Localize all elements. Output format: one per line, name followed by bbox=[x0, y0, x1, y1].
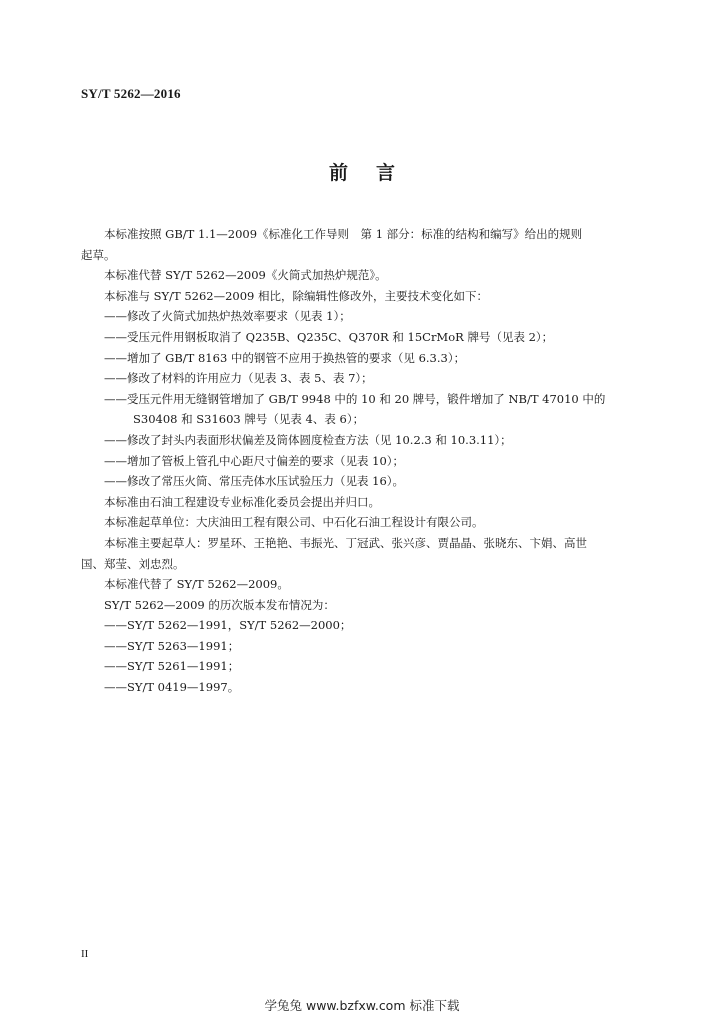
list-item-change-7: ——增加了管板上管孔中心距尺寸偏差的要求（见表 10）； bbox=[104, 453, 405, 468]
paragraph-drafters: 本标准主要起草人：罗星环、王艳艳、韦振光、丁冠武、张兴彦、贾晶晶、张晓东、卞娟、高世 bbox=[104, 535, 587, 550]
list-item-change-2: ——受压元件用钢板取消了 Q235B、Q235C、Q370R 和 15CrMoR 牌号（见表 2）； bbox=[104, 329, 554, 344]
list-item-history-1: ——SY/T 5262—1991，SY/T 5262—2000； bbox=[104, 618, 352, 633]
list-item-change-1: ——修改了火筒式加热炉热效率要求（见表 1）； bbox=[104, 309, 351, 324]
foreword-body bbox=[81, 224, 645, 698]
paragraph-proposer: 本标准由石油工程建设专业标准化委员会提出并归口。 bbox=[104, 494, 380, 509]
standard-code: SY/T 5262—2016 bbox=[81, 86, 181, 101]
list-item-change-5-cont: S30408 和 S31603 牌号（见表 4、表 6）； bbox=[133, 412, 365, 427]
paragraph-drafting-rules-cont: 起草。 bbox=[81, 247, 116, 262]
list-item-history-3: ——SY/T 5261—1991； bbox=[104, 659, 240, 674]
paragraph-drafters-cont: 国、郑莹、刘忠烈。 bbox=[81, 556, 185, 571]
page-number: II bbox=[81, 948, 89, 960]
watermark-link[interactable]: 学兔兔 www.bzfxw.com 标准下载 bbox=[264, 998, 460, 1013]
list-item-change-4: ——修改了材料的许用应力（见表 3、表 5、表 7）； bbox=[104, 371, 373, 386]
list-item-history-4: ——SY/T 0419—1997。 bbox=[104, 680, 240, 695]
list-item-change-6: ——修改了封头内表面形状偏差及筒体圆度检查方法（见 10.2.3 和 10.3.11）； bbox=[104, 432, 512, 447]
paragraph-drafting-units: 本标准起草单位：大庆油田工程有限公司、中石化石油工程设计有限公司。 bbox=[104, 515, 484, 530]
paragraph-supersedes: 本标准代替了 SY/T 5262—2009。 bbox=[104, 577, 289, 592]
list-item-history-2: ——SY/T 5263—1991； bbox=[104, 638, 240, 653]
paragraph-history-intro: SY/T 5262—2009 的历次版本发布情况为： bbox=[104, 597, 335, 612]
list-item-change-8: ——修改了常压火筒、常压壳体水压试验压力（见表 16）。 bbox=[104, 474, 405, 489]
paragraph-changes-intro: 本标准与 SY/T 5262—2009 相比，除编辑性修改外，主要技术变化如下： bbox=[104, 288, 489, 303]
list-item-change-3: ——增加了 GB/T 8163 中的钢管不应用于换热管的要求（见 6.3.3）； bbox=[104, 350, 466, 365]
list-item-change-5: ——受压元件用无缝钢管增加了 GB/T 9948 中的 10 和 20 牌号，锻件增加了 NB/T 47010 中的 bbox=[104, 391, 606, 406]
paragraph-drafting-rules: 本标准按照 GB/T 1.1—2009《标准化工作导则 第 1 部分：标准的结构和编写》给出的规则 bbox=[104, 227, 583, 241]
page-title: 前言 bbox=[328, 162, 423, 184]
paragraph-replaces: 本标准代替 SY/T 5262—2009《火筒式加热炉规范》。 bbox=[104, 268, 387, 283]
